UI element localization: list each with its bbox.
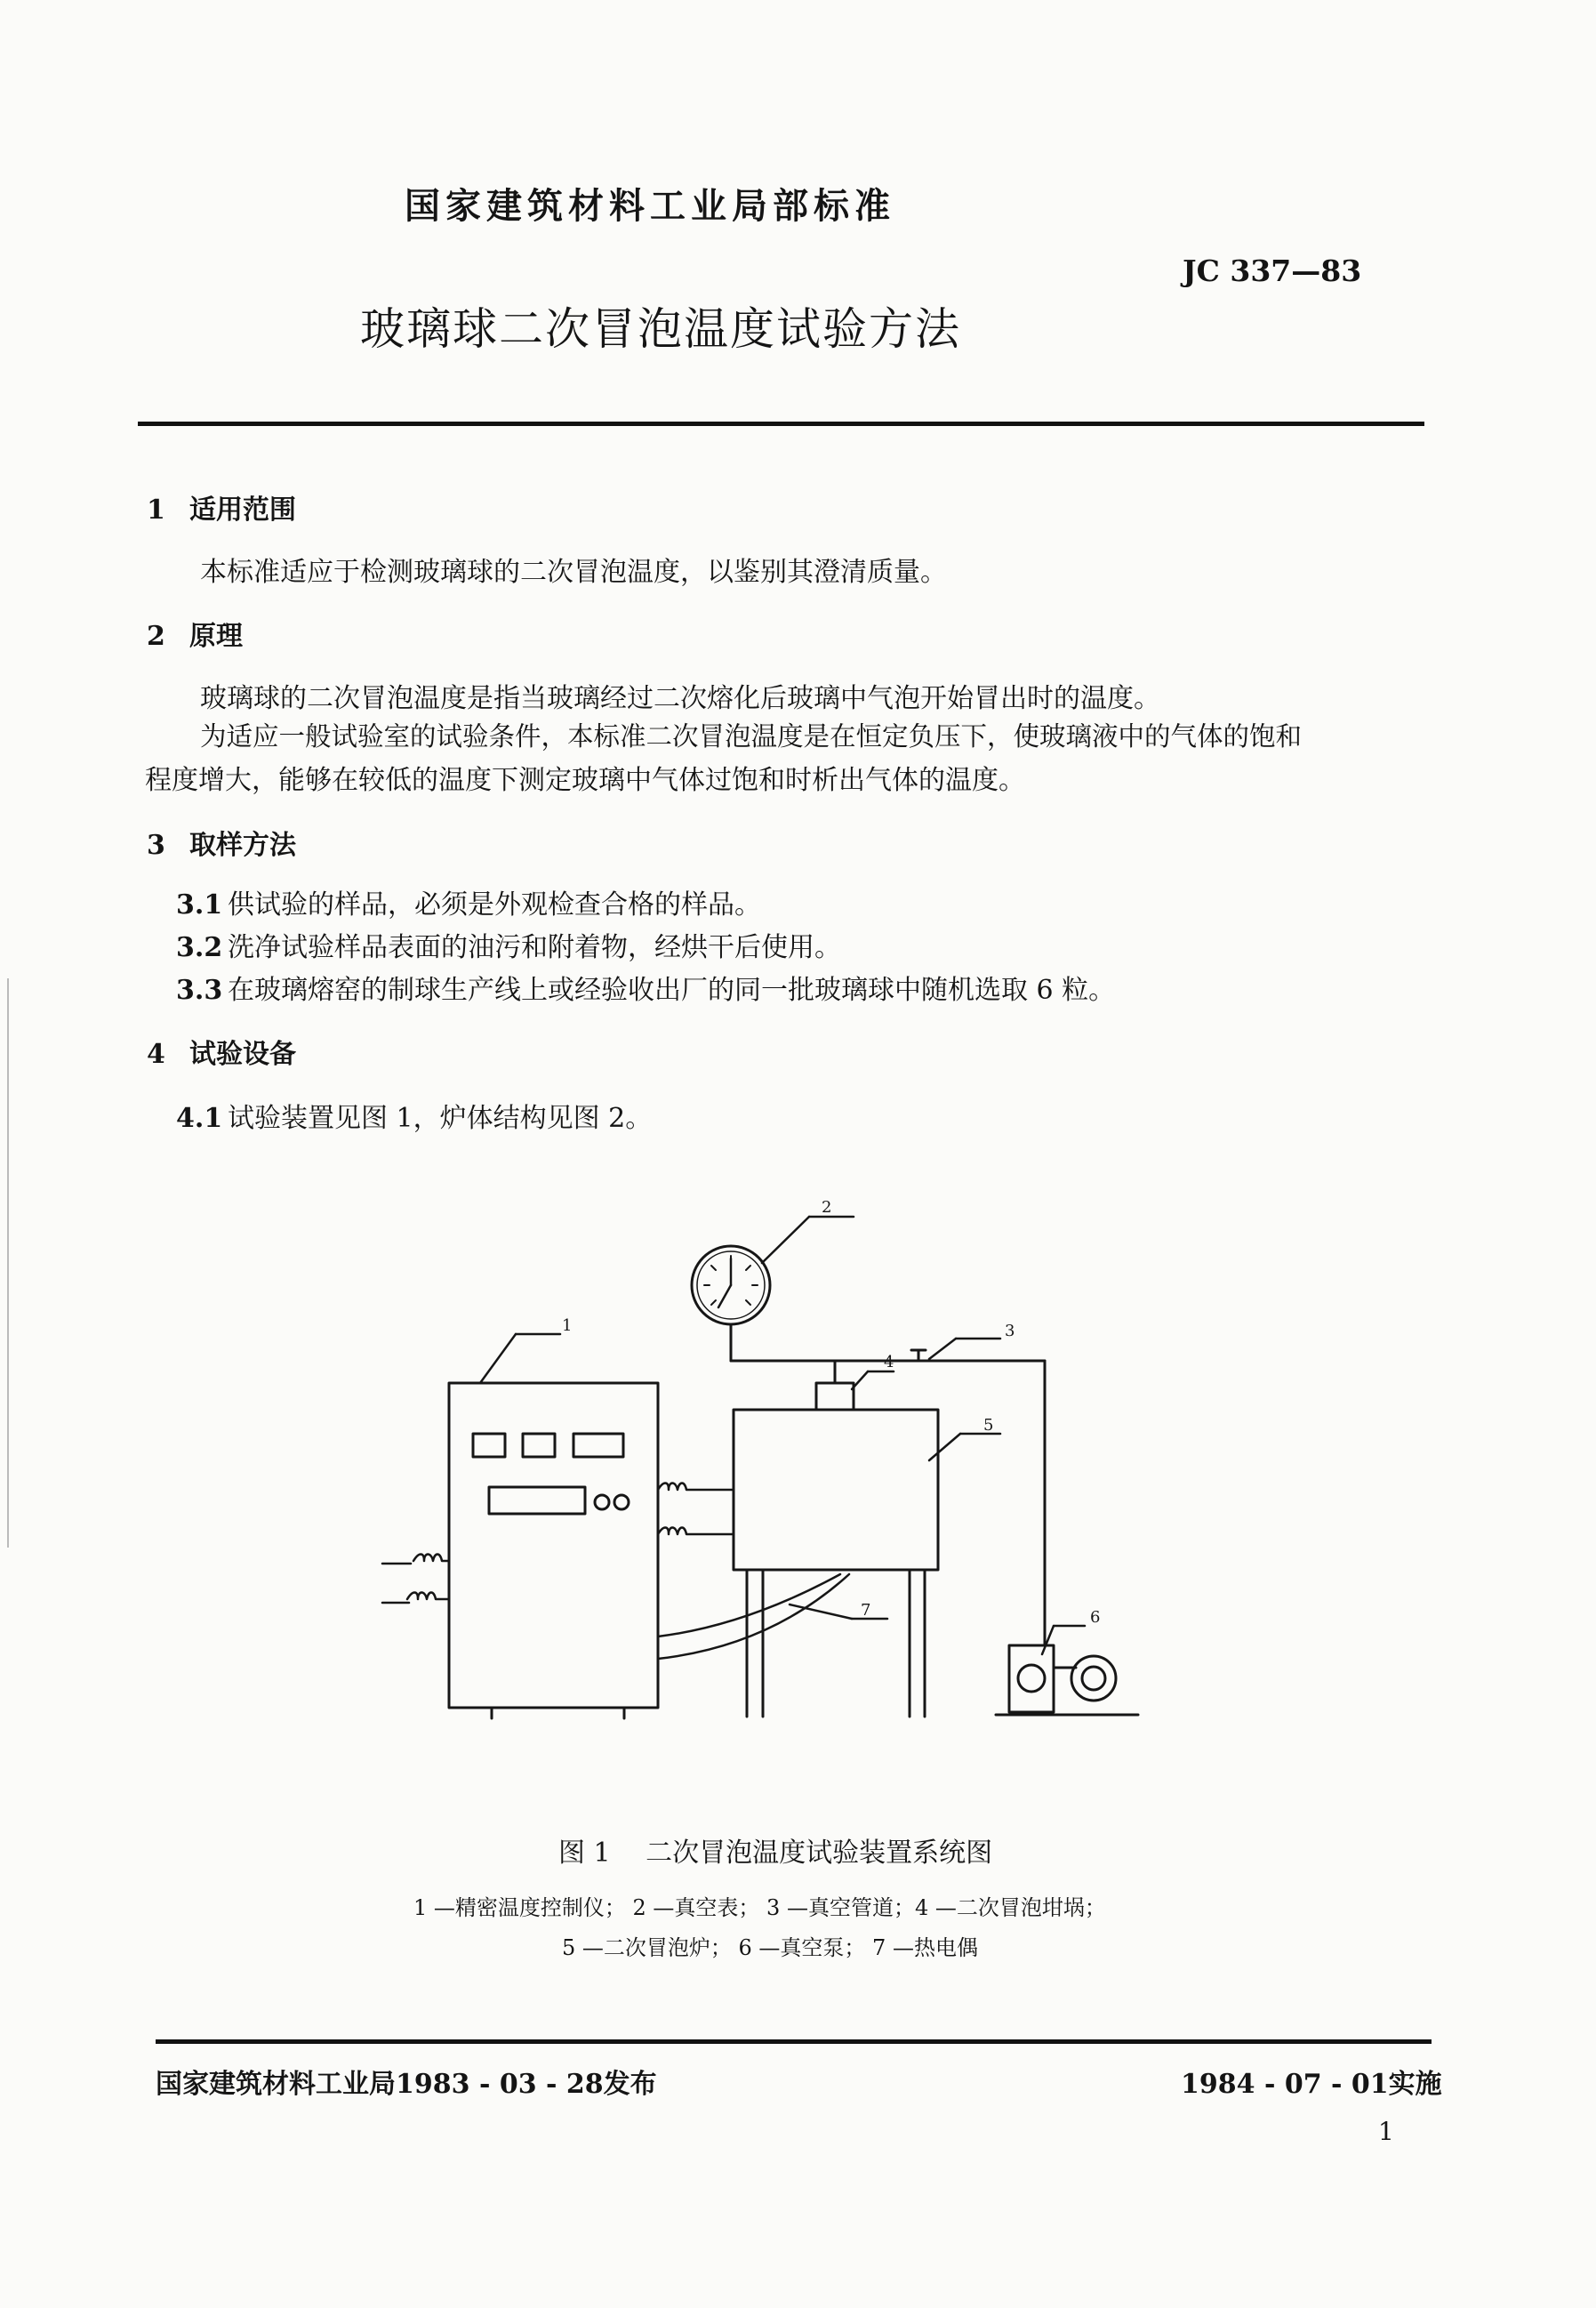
section-3-heading xyxy=(147,823,296,862)
section-1-paragraph: 本标准适应于检测玻璃球的二次冒泡温度，以鉴别其澄清质量。 xyxy=(200,557,947,588)
figure-legend-line-2: 5 —二次冒泡炉； 6 —真空泵； 7 —热电偶 xyxy=(562,1935,978,1960)
clause-4-1 xyxy=(176,1096,652,1135)
label-1: 1 xyxy=(562,1316,573,1335)
section-number: 3 xyxy=(147,830,165,861)
section-title: 适用范围 xyxy=(189,495,296,526)
figure-legend-line-1: 1 —精密温度控制仪； 2 —真空表； 3 —真空管道；4 —二次冒泡坩埚； xyxy=(413,1895,1106,1920)
vacuum-pump-icon xyxy=(996,1645,1138,1715)
clause-text: 试验装置见图 1，炉体结构见图 2。 xyxy=(228,1103,653,1134)
crucible xyxy=(816,1383,854,1410)
section-title: 原理 xyxy=(189,621,243,652)
label-5: 5 xyxy=(983,1416,994,1435)
effective-date: 1984 - 07 - 01实施 xyxy=(1181,2069,1442,2100)
standard-code: JC 337—83 xyxy=(1183,253,1362,288)
apparatus-diagram xyxy=(373,1183,1174,1752)
section-title: 试验设备 xyxy=(189,1039,296,1070)
clause-3-3 xyxy=(176,968,1115,1007)
section-4-heading xyxy=(147,1032,296,1071)
clause-3-1 xyxy=(176,882,761,921)
section-number: 4 xyxy=(147,1039,165,1070)
clause-number: 3.2 xyxy=(176,932,223,963)
figure-caption: 图 1 二次冒泡温度试验装置系统图 xyxy=(558,1838,993,1869)
bubbling-furnace xyxy=(734,1410,938,1717)
clause-number: 3.1 xyxy=(176,889,223,921)
clause-text: 供试验的样品，必须是外观检查合格的样品。 xyxy=(228,889,761,921)
section-number: 1 xyxy=(147,495,165,526)
section-number: 2 xyxy=(147,621,165,652)
section-1-heading xyxy=(147,487,296,527)
issue-date: 国家建筑材料工业局1983 - 03 - 28发布 xyxy=(156,2069,657,2100)
temperature-controller xyxy=(449,1383,658,1718)
footer-rule xyxy=(156,2039,1432,2044)
vacuum-gauge-icon xyxy=(692,1246,770,1361)
clause-number: 3.3 xyxy=(176,975,223,1006)
clause-number: 4.1 xyxy=(176,1103,223,1134)
clause-text: 在玻璃熔窑的制球生产线上或经验收出厂的同一批玻璃球中随机选取 6 粒。 xyxy=(228,975,1116,1006)
label-4: 4 xyxy=(884,1353,894,1371)
clause-3-2 xyxy=(176,925,841,964)
label-7: 7 xyxy=(861,1601,871,1620)
section-2-paragraph-1: 玻璃球的二次冒泡温度是指当玻璃经过二次熔化后玻璃中气泡开始冒出时的温度。 xyxy=(200,683,1160,714)
section-title: 取样方法 xyxy=(189,830,296,861)
document-title: 玻璃球二次冒泡温度试验方法 xyxy=(360,303,961,355)
label-2: 2 xyxy=(822,1198,832,1217)
issuing-organization: 国家建筑材料工业局部标准 xyxy=(405,185,895,227)
section-2-heading xyxy=(147,614,243,653)
label-6: 6 xyxy=(1090,1608,1101,1627)
vacuum-pipeline xyxy=(731,1350,1045,1645)
leader-lines xyxy=(480,1217,1085,1654)
header-rule xyxy=(138,422,1424,426)
page-number: 1 xyxy=(1378,2117,1394,2146)
controller-cables-left xyxy=(382,1555,449,1604)
section-2-paragraph-2-line-1: 为适应一般试验室的试验条件，本标准二次冒泡温度是在恒定负压下，使玻璃液中的气体的饱和 xyxy=(200,721,1303,752)
label-3: 3 xyxy=(1005,1322,1015,1340)
clause-text: 洗净试验样品表面的油污和附着物，经烘干后使用。 xyxy=(228,932,841,963)
section-2-paragraph-2-line-2: 程度增大，能够在较低的温度下测定玻璃中气体过饱和时析出气体的温度。 xyxy=(145,765,1025,796)
